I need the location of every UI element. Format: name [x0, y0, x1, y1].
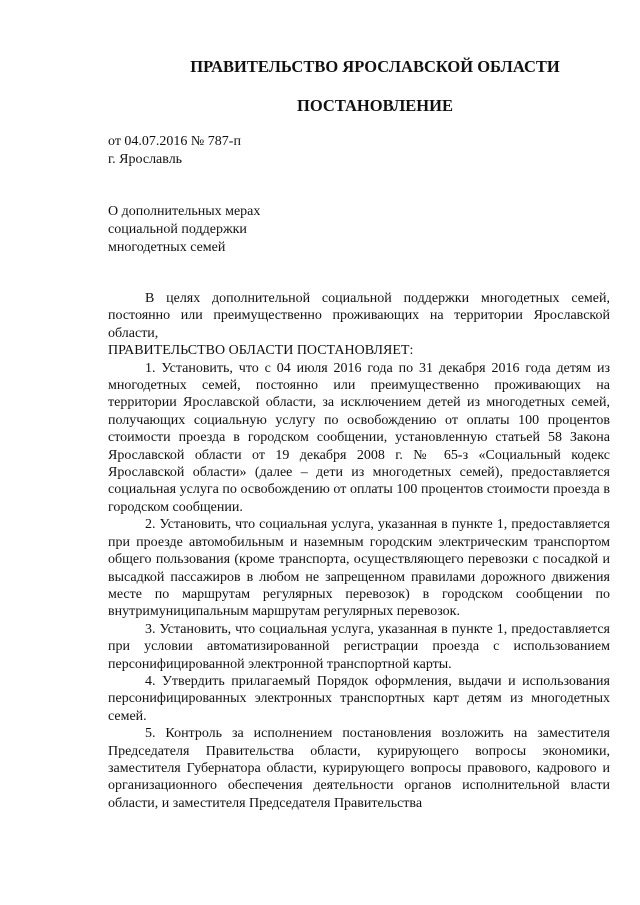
document-body [108, 290, 610, 812]
intro-paragraph: В целях дополнительной социальной поддержки многодетных семей, постоянно или преимущественно проживающих на территории Ярославской области, [108, 291, 610, 341]
subject-line: О дополнительных мерах [108, 204, 261, 219]
document-meta [108, 133, 241, 169]
date-number: от 04.07.2016 № 787-п [108, 134, 241, 149]
item-paragraph: 1. Установить, что с 04 июля 2016 года по 31 декабря 2016 года детям из многодетных семей, постоянно или преимущественно проживающих на территории Ярославской области, за исключением детей из многодетных семей, получающих социальную услугу по освобождению от оплаты 100 процентов стоимости проезда в городском сообщении, установленную статьей 58 Закона Ярославской области от 19 декабря 2008 г. № 65-з «Социальный кодекс Ярославской области» (далее – дети из многодетных семей), предоставляется социальная услуга по освобождению от оплаты 100 процентов стоимости проезда в городском сообщении. [108, 360, 610, 515]
document-subject [108, 203, 260, 257]
document-type-title: ПОСТАНОВЛЕНИЕ [297, 96, 453, 115]
item-paragraph: 3. Установить, что социальная услуга, указанная в пункте 1, предоставляется при условии автоматизированной регистрации проезда с использованием персонифицированной электронной транспортной карты. [108, 621, 610, 672]
resolves-line: ПРАВИТЕЛЬСТВО ОБЛАСТИ ПОСТАНОВЛЯЕТ: [108, 343, 414, 359]
item-paragraph: 5. Контроль за исполнением постановления возложить на заместителя Председателя Правительства области, курирующего вопросы экономики, заместителя Губернатора области, курирующего вопросы правового, кадрового и организационного обеспечения деятельности органов исполнительной власти области, и заместителя Председателя Правительства [108, 726, 610, 811]
item-paragraph: 2. Установить, что социальная услуга, указанная в пункте 1, предоставляется при проезде автомобильным и наземным городским электрическим транспортом общего пользования (кроме транспорта, осуществляющего перевозки с посадкой и высадкой пассажиров в любом не запрещенном правилами дорожного движения месте по маршрутам регулярных перевозок) в городском сообщении по внутримуниципальным маршрутам регулярных перевозок. [108, 517, 610, 620]
subject-line: многодетных семей [108, 240, 226, 255]
item-paragraph: 4. Утвердить прилагаемый Порядок оформления, выдачи и использования персонифицированных электронных транспортных карт детям из многодетных семей. [108, 673, 610, 724]
subject-line: социальной поддержки [108, 222, 247, 237]
government-title: ПРАВИТЕЛЬСТВО ЯРОСЛАВСКОЙ ОБЛАСТИ [190, 57, 560, 76]
city: г. Ярославль [108, 152, 183, 167]
